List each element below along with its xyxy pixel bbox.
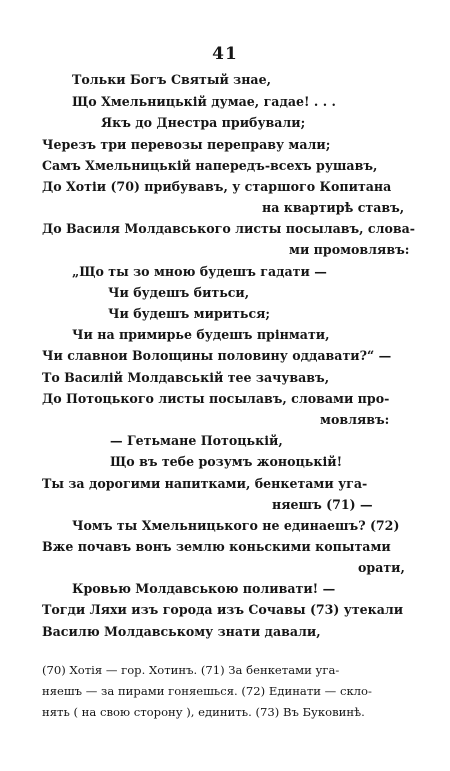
verse-line: Чомъ ты Хмельницького не единаешъ? (72) xyxy=(72,518,400,533)
verse-line: То Василій Молдавській тее зачувавъ, xyxy=(42,370,330,385)
footnote-line: нять ( на свою сторону ), единить. (73) Въ Буковинѣ. xyxy=(42,705,365,719)
verse-line: Тогди Ляхи изъ города изъ Сочавы (73) утекали xyxy=(42,602,404,617)
verse-line: Що Хмельницькій думае, гадае! . . . xyxy=(72,94,336,109)
verse-line: ми промовлявъ: xyxy=(289,242,410,257)
verse-line: няешъ (71) — xyxy=(272,497,373,512)
verse-line: „Що ты зо мною будешъ гадати — xyxy=(72,264,327,279)
verse-line: Чи славнои Волощины половину оддавати?“ — xyxy=(42,348,392,363)
verse-line: Чи будешъ битьси, xyxy=(108,285,250,300)
footnote-line: няешъ — за пирами гоняешься. (72) Единати — скло- xyxy=(42,684,372,698)
verse-line: До Хотіи (70) прибувавъ, у старшого Копитана xyxy=(42,179,392,194)
verse-line: мовлявъ: xyxy=(320,412,390,427)
verse-line: Кровью Молдавською поливати! — xyxy=(72,581,336,596)
verse-line: Що въ тебе розумъ жоноцькій! xyxy=(110,454,343,469)
verse-line: орати, xyxy=(358,560,405,575)
verse-line: Якъ до Днестра прибували; xyxy=(101,115,306,130)
verse-line: Черезъ три перевозы переправу мали; xyxy=(42,137,331,152)
verse-line: на квартирѣ ставъ, xyxy=(262,200,405,215)
verse-line: Вже почавъ вонъ землю коньскими копытами xyxy=(42,539,391,554)
footnote-line: (70) Хотія — гор. Хотинъ. (71) За бенкетами уга- xyxy=(42,663,340,677)
verse-line: До Потоцького листы посылавъ, словами про- xyxy=(42,391,390,406)
verse-line: Чи на примирье будешъ прінмати, xyxy=(72,327,330,342)
verse-line: Чи будешъ мириться; xyxy=(108,306,271,321)
verse-line: Самъ Хмельницькій напередъ-всехъ рушавъ, xyxy=(42,158,378,173)
verse-line: — Гетьмане Потоцькій, xyxy=(110,433,283,448)
verse-line: Ты за дорогими напитками, бенкетами уга- xyxy=(42,476,368,491)
verse-line: Василю Молдавському знати давали, xyxy=(42,624,321,639)
verse-line: До Василя Молдавського листы посылавъ, слова- xyxy=(42,221,416,236)
page-number: 41 xyxy=(212,44,238,64)
verse-line: Тольки Богъ Святый знае, xyxy=(72,72,271,87)
